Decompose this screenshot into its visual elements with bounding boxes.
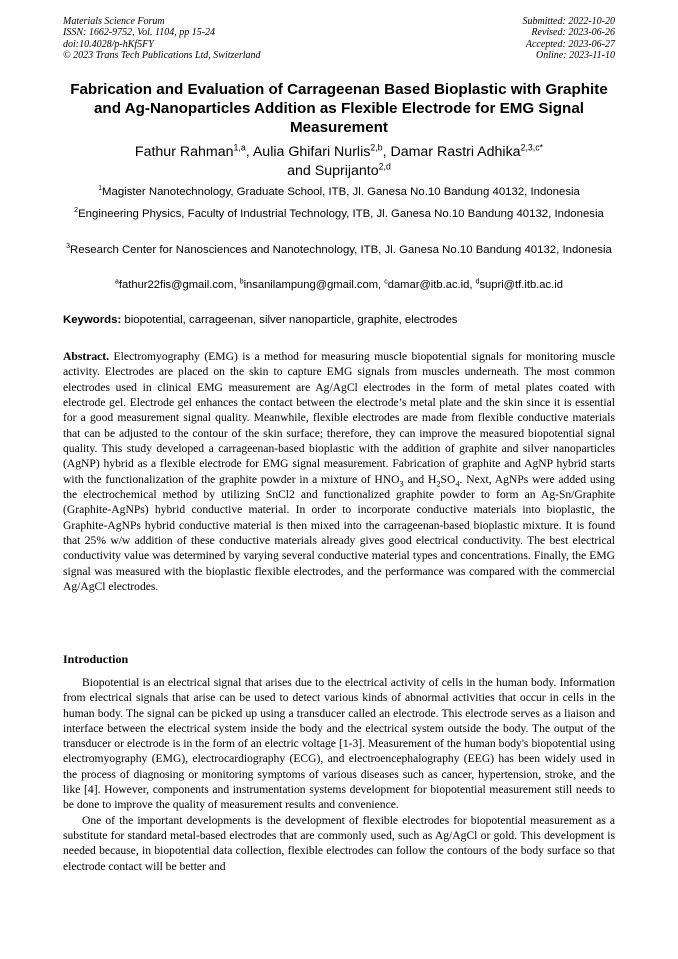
author-affiliation-mark: 2,3,c* (520, 142, 544, 153)
affiliation-text: Magister Nanotechnology, Graduate School, ITB, Jl. Ganesa No.10 Bandung 40132, Indonesia (102, 186, 580, 198)
email-link[interactable]: damar@itb.ac.id (387, 279, 470, 291)
journal-info (63, 16, 261, 62)
copyright: © 2023 Trans Tech Publications Ltd, Switzerland (63, 50, 261, 62)
email-mark: a (115, 278, 119, 286)
introduction-body (63, 675, 615, 874)
author-emails: $^a$fathur22fis@gmail.com, $^b$insanilampung@gmail.com, $^c$damar@itb.ac.id, $^d$supri@tf.itb.ac.id (115, 278, 563, 291)
email-mark: c (384, 278, 388, 286)
online-date: Online: 2023-11-10 (536, 50, 615, 62)
abstract-text: SO (440, 472, 456, 486)
submission-dates (523, 16, 616, 62)
journal-name: Materials Science Forum (63, 16, 165, 27)
author-affiliation-mark: 2,b (370, 142, 383, 153)
abstract-text: and H (403, 472, 437, 486)
affiliation-3 (63, 243, 615, 259)
author-separator: , (245, 144, 253, 160)
author-name: Damar Rastri Adhika (390, 144, 521, 160)
introduction-paragraph: Biopotential is an electrical signal that arises due to the electrical activity of cells in the human body. Information from electrical signals that arise can be used to detect various kinds of abnormal activities that occur in cells in the human body. The signal can be picked up using a transducer called an electrode. This electrode serves as a liaison and interface between the electrical system inside the body and the electrical system outside the body. The output of the transducer or electrode is in the form of an electric voltage [1-3]. Measurement of the human body's biopotential using electromyography (EMG), electrocardiography (ECG), and electroencephalography (EEG) has been widely used in the process of diagnosing or monitoring symptoms of various diseases such as cancer, hypertension, stroke, and the like [4]. However, components and instrumentation systems development for biopotential measurement still needs to be done to improve the quality of measurement results and convenience. (63, 676, 615, 812)
issn-volume: ISSN: 1662-9752, Vol. 1104, pp 15-24 (63, 27, 216, 39)
abstract-text: . Next, AgNPs were added using the electrochemical method by utilizing SnCl2 and functionalized graphite powder to form an Ag-Sn/Graphite (Graphite-AgNPs) hybrid conductive material. In order to incorporate conductive materials into bioplastic, the Graphite-AgNPs hybrid conductive material is then mixed into the carrageenan-based bioplastic mixture. It is found that 25% w/w addition of these conductive materials already gives good electrical conductivity. The best electrical conductivity value was determined by varying several conductive material types and concentrations. Finally, the EMG signal was measured with the bioplastic flexible electrodes, and the performance was compared with the commercial Ag/AgCl electrodes. (63, 472, 615, 594)
abstract-label: Abstract. (63, 350, 110, 363)
email-mark: b (239, 278, 244, 286)
affiliation-2 (63, 207, 615, 223)
affiliation-1 (63, 185, 615, 201)
affiliation-mark: 3 (66, 243, 71, 251)
subscript: 4 (455, 479, 460, 489)
affiliation-text: Engineering Physics, Faculty of Industrial Technology, ITB, Jl. Ganesa No.10 Bandung 40132, Indonesia (78, 208, 604, 220)
submitted-date: Submitted: 2022-10-20 (522, 16, 615, 27)
abstract (63, 349, 615, 595)
subscript: 3 (399, 479, 404, 489)
email-mark: d (475, 278, 480, 286)
paper-title: Fabrication and Evaluation of Carrageenan Based Bioplastic with Graphite and Ag-Nanoparticles Addition as Flexible Electrode for EMG Signal Measurement (70, 81, 608, 136)
author-name: Suprijanto (314, 163, 379, 179)
keywords-label: Keywords: (63, 314, 122, 326)
author-separator: , (382, 144, 391, 160)
section-heading-introduction: Introduction (63, 652, 129, 666)
introduction-paragraph: One of the important developments is the development of flexible electrodes for biopotential measurement as a substitute for standard metal-based electrodes that are commonly used, such as Ag/AgCl or gold. This development is needed because, in biopotential data collection, flexible electrodes can follow the contours of the body surface so that electrode contact will be better and (63, 813, 615, 873)
doi[interactable]: doi:10.4028/p-hKf5FY (63, 38, 154, 50)
affiliation-mark: 2 (74, 207, 79, 215)
author-affiliation-mark: 2,d (378, 161, 391, 172)
author-separator: and (287, 163, 315, 179)
email-link[interactable]: fathur22fis@gmail.com (118, 279, 234, 291)
subscript: 2 (436, 479, 441, 489)
abstract-text: Electromyography (EMG) is a method for measuring muscle biopotential signals for monitoring muscle activity. Electrodes are placed on the skin to capture EMG signals from muscles underneath. The most common electrodes used in clinical EMG measurement are Ag/AgCl electrodes in the form of metal plates coated with electrode gel. Electrode gel enhances the contact between the electrode’s metal plate and the skin since it is essential for a good measurement signal quality. Meanwhile, flexible electrodes are made from flexible conductive materials that can be adjusted to the contour of the skin surface; therefore, they can improve the measured biopotential signal quality. This study developed a carrageenan-based bioplastic with the addition of graphite and silver nanoparticles (AgNP) hybrid as a flexible electrode for EMG signal measurement. Fabrication of graphite and AgNP hybrid starts with the functionalization of the graphite powder in a mixture of HNO (63, 350, 615, 486)
author-name: Fathur Rahman (134, 144, 234, 160)
email-link[interactable]: insanilampung@gmail.com (243, 279, 379, 291)
revised-date: Revised: 2023-06-26 (531, 27, 615, 39)
author-name: Aulia Ghifari Nurlis (252, 144, 371, 160)
keywords-text: biopotential, carrageenan, silver nanoparticle, graphite, electrodes (124, 314, 458, 326)
keywords (63, 313, 615, 328)
author-affiliation-mark: 1,a (233, 142, 246, 153)
affiliation-mark: 1 (98, 185, 103, 193)
accepted-date: Accepted: 2023-06-27 (525, 38, 615, 50)
affiliation-text: Research Center for Nanosciences and Nanotechnology, ITB, Jl. Ganesa No.10 Bandung 40132, Indonesia (70, 244, 612, 256)
email-link[interactable]: supri@tf.itb.ac.id (479, 279, 563, 291)
author-list (63, 143, 615, 181)
